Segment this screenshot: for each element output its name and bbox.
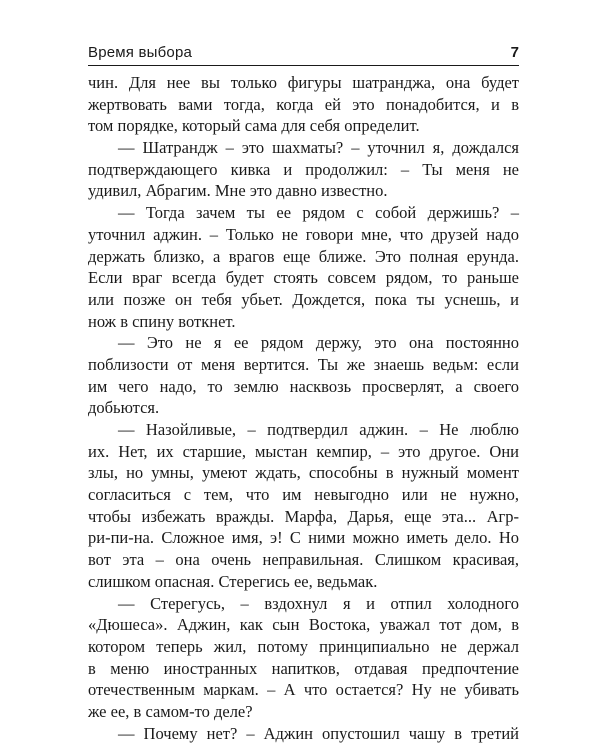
text-line: согласиться с тем, что им невыгодно или не нужно, (88, 485, 519, 505)
page-number: 7 (510, 44, 519, 61)
text-line: — Шатрандж – это шахматы? – уточнил я, дождался (118, 138, 519, 158)
text-line: уточнил аджин. – Только не говори мне, что друзей надо (88, 224, 519, 244)
text-line: котором теперь жил, потому принципиально не держал (88, 636, 519, 656)
text-line: — Назойливые, – подтвердил аджин. – Не люблю (118, 420, 519, 439)
body-text (88, 72, 519, 744)
text-line: отечественным маркам. – А что остается? Ну не убивать (88, 680, 519, 700)
text-line: держать близко, а врагов еще ближе. Это полная ерунда. (88, 246, 519, 266)
text-line: удивил, Абрагим. Мне это давно известно. (88, 181, 388, 201)
text-line: же ее, в самом-то деле? (88, 701, 253, 721)
header-rule (88, 65, 519, 66)
text-line: добьются. (88, 398, 160, 418)
text-line: «Дюшеса». Аджин, как сын Востока, уважал тот дом, в (88, 615, 519, 635)
text-line: слишком опасная. Стерегись ее, ведьмак. (88, 571, 378, 591)
text-line: в меню иностранных напитков, отдавая предпочтение (88, 658, 519, 678)
text-line: Если враг всегда будет стоять совсем рядом, то раньше (88, 268, 519, 288)
text-line: чтобы избежать вражды. Марфа, Дарья, еще эта... Агр- (88, 506, 519, 526)
text-line: или позже он тебя убьет. Дождется, пока ты уснешь, и (88, 289, 519, 309)
text-line: вот эта – она очень неправильная. Слишком красивая, (88, 550, 519, 570)
text-line: — Почему нет? – Аджин опустошил чашу в третий (118, 723, 519, 743)
text-line: — Это не я ее рядом держу, это она постоянно (118, 333, 519, 353)
running-title: Время выбора (88, 44, 193, 61)
text-line: их. Нет, их старшие, мыстан кемпир, – это другое. Они (88, 441, 519, 461)
text-line: — Стерегусь, – вздохнул я и отпил холодного (118, 593, 519, 613)
text-line: подтверждающего кивка и продолжил: – Ты меня не (88, 159, 519, 179)
running-header (88, 42, 519, 64)
text-line: — Тогда зачем ты ее рядом с собой держишь? – (118, 203, 519, 223)
text-line: чин. Для нее вы только фигуры шатранджа, она будет (88, 73, 519, 92)
text-line: ри-пи-на. Сложное имя, э! С ними можно иметь дело. Но (88, 528, 519, 548)
text-line: жертвовать вами тогда, когда ей это понадобится, и в (88, 94, 519, 114)
text-line: нож в спину воткнет. (88, 311, 236, 331)
text-line: им чего надо, то землю насквозь просверлят, а своего (88, 376, 519, 396)
text-line: злы, но умны, умеют ждать, способны в нужный момент (88, 463, 519, 483)
text-line: том порядке, который сама для себя определит. (88, 116, 420, 136)
text-line: поблизости от меня вертится. Ты же знаешь ведьм: если (88, 354, 519, 374)
